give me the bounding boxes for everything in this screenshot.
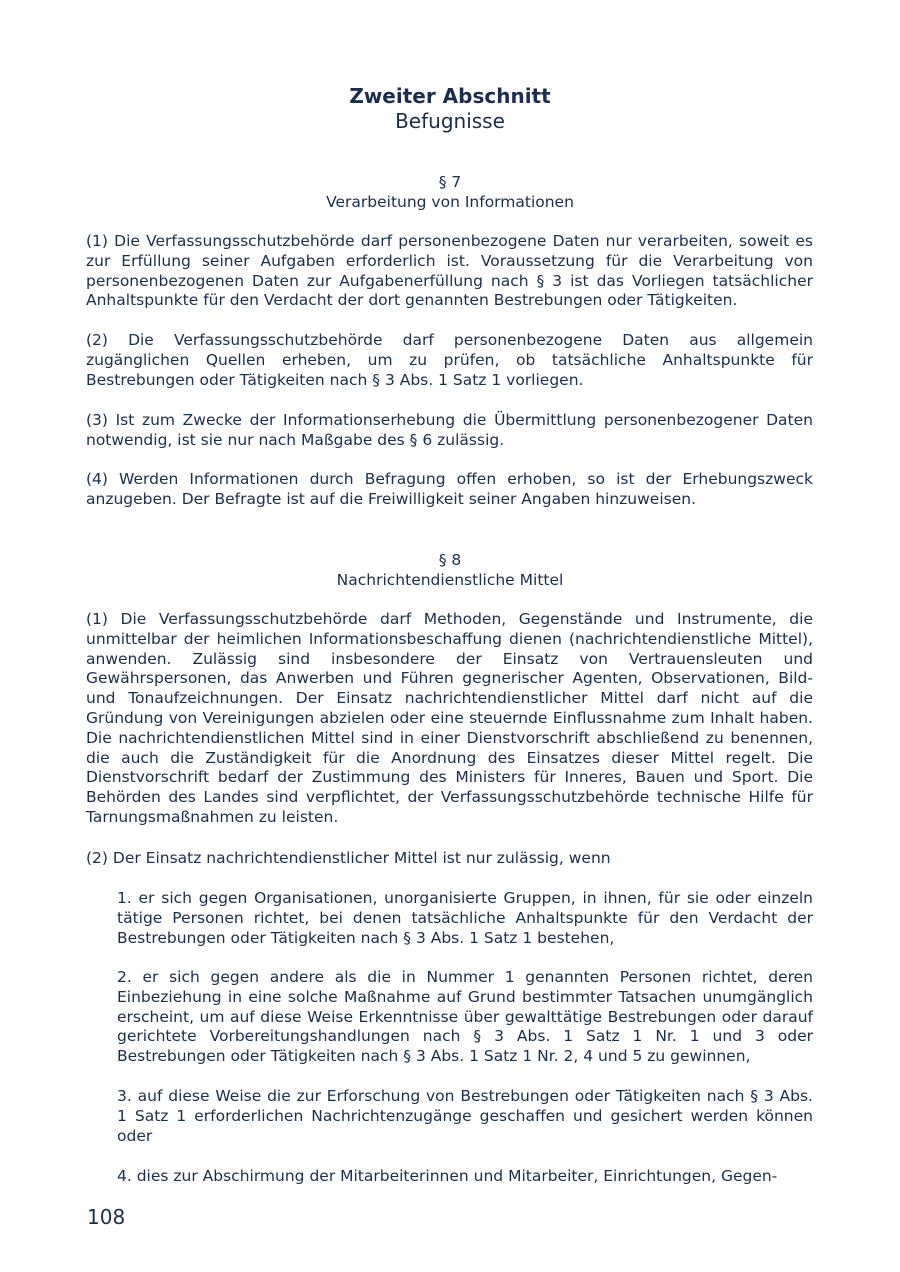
paragraph-8-subsection-2: (2) Der Einsatz nachrichtendienstlicher Mittel ist nur zulässig, wenn <box>86 849 611 867</box>
list-item-3: 3. auf diese Weise die zur Erforschung von Bestrebungen oder Tätigkeiten nach § 3 Abs. 1 Satz 1 erforderlichen Nachrichtenzugänge geschaffen und gesichert werden können oder <box>117 1087 813 1145</box>
paragraph-8-number: § 8 <box>438 551 462 569</box>
list-item-1: 1. er sich gegen Organisationen, unorganisierte Gruppen, in ihnen, für sie oder einzeln tätige Personen richtet, bei denen tatsächliche Anhaltspunkte für den Verdacht der Bestrebungen oder Tätigkeiten nach § 3 Abs. 1 Satz 1 bestehen, <box>117 889 813 947</box>
paragraph-7-subsection-2: (2) Die Verfassungsschutzbehörde darf personenbezogene Daten aus allgemein zugänglichen Quellen erheben, um zu prüfen, ob tatsächliche Anhaltspunkte für Bestrebungen oder Tätigkeiten nach § 3 Abs. 1 Satz 1 vorliegen. <box>86 331 813 389</box>
list-item-4: 4. dies zur Abschirmung der Mitarbeiterinnen und Mitarbeiter, Einrichtungen, Gegen- <box>117 1167 778 1185</box>
paragraph-7-subsection-1: (1) Die Verfassungsschutzbehörde darf personenbezogene Daten nur verarbeiten, soweit es zur Erfüllung seiner Aufgaben erforderlich ist. Voraussetzung für die Verarbeitung von personenbezogenen Daten zur Aufgabenerfüllung nach § 3 ist das Vorliegen tatsächlicher Anhaltspunkte für den Verdacht der dort genannten Bestrebungen oder Tätigkeiten. <box>86 232 813 310</box>
paragraph-7-subsection-3: (3) Ist zum Zwecke der Informationserhebung die Übermittlung personenbezogener Daten notwendig, ist sie nur nach Maßgabe des § 6 zulässig. <box>86 411 813 449</box>
paragraph-7-number: § 7 <box>438 173 462 191</box>
paragraph-7-subsection-4: (4) Werden Informationen durch Befragung offen erhoben, so ist der Erhebungszweck anzugeben. Der Befragte ist auf die Freiwilligkeit seiner Angaben hinzuweisen. <box>86 470 813 508</box>
section-subtitle: Befugnisse <box>395 109 505 133</box>
paragraph-7-title: Verarbeitung von Informationen <box>326 193 574 211</box>
paragraph-8-subsection-1: (1) Die Verfassungsschutzbehörde darf Methoden, Gegenstände und Instrumente, die unmittelbar der heimlichen Informationsbeschaffung dienen (nachrichtendienstliche Mittel), anwenden. Zulässig sind insbesondere der Einsatz von Vertrauensleuten und Gewährspersonen, das Anwerben und Führen gegnerischer Agenten, Observationen, Bild- und Tonaufzeichnungen. Der Einsatz nachrichtendienstlicher Mittel darf nicht auf die Gründung von Vereinigungen abzielen oder eine steuernde Einflussnahme zum Inhalt haben. Die nachrichtendienstlichen Mittel sind in einer Dienstvorschrift abschließend zu benennen, die auch die Zuständigkeit für die Anordnung des Einsatzes dieser Mittel regelt. Die Dienstvorschrift bedarf der Zustimmung des Ministers für Inneres, Bauen und Sport. Die Behörden des Landes sind verpflichtet, der Verfassungsschutzbehörde technische Hilfe für Tarnungsmaßnahmen zu leisten. <box>86 610 813 826</box>
section-title: Zweiter Abschnitt <box>349 84 551 108</box>
list-item-2: 2. er sich gegen andere als die in Nummer 1 genannten Personen richtet, deren Einbeziehung in eine solche Maßnahme auf Grund bestimmter Tatsachen unumgänglich erscheint, um auf diese Weise Erkenntnisse über gewalttätige Bestrebungen oder darauf gerichtete Vorbereitungshandlungen nach § 3 Abs. 1 Satz 1 Nr. 1 und 3 oder Bestrebungen oder Tätigkeiten nach § 3 Abs. 1 Satz 1 Nr. 2, 4 und 5 zu gewinnen, <box>117 968 813 1066</box>
paragraph-8-title: Nachrichtendienstliche Mittel <box>336 571 564 589</box>
page-number: 108 <box>87 1205 126 1229</box>
